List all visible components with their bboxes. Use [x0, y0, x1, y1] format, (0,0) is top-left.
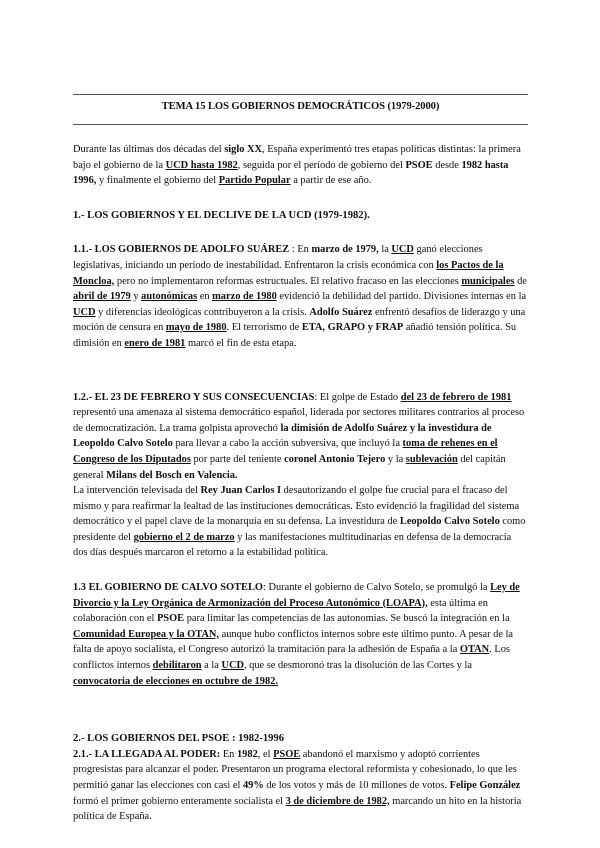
- text-run: marcando un hito en la historia política de España.: [73, 795, 522, 823]
- text-run: de los votos y más de 10 millones de votos.: [263, 780, 450, 791]
- text-run: , el: [257, 748, 274, 760]
- text-run: representó una amenaza al sistema democrático español, liderada por sectores militares contrarios al proceso de democratización. La trama golpista aprovechó: [73, 407, 525, 434]
- intro-paragraph: [73, 142, 528, 189]
- underlined-run: PSOE: [273, 748, 301, 760]
- bold-run: 1982: [236, 748, 258, 760]
- underlined-run: enero de 1981: [124, 337, 186, 349]
- text-run: marcó el fin de esta etapa.: [185, 337, 297, 349]
- underlined-run: gobierno el 2 de marzo: [133, 531, 235, 543]
- bold-run: Felipe González: [449, 780, 521, 791]
- underlined-run: convocatoria de elecciones en octubre de 1982.: [73, 675, 278, 687]
- text-run: . Los conflictos internos: [73, 644, 510, 672]
- text-run: La intervención televisada del: [73, 485, 201, 497]
- text-run: , que se desmoronó tras la disolución de las Cortes y la: [243, 660, 472, 672]
- text-run: enfrentó desafíos de liderazgo y una moción de censura en: [73, 306, 526, 334]
- text-run: como presidente del: [73, 516, 526, 543]
- text-run: a partir de ese año.: [290, 175, 372, 187]
- bold-run: Rey Juan Carlos I: [200, 485, 282, 497]
- bold-run: PSOE: [156, 613, 185, 625]
- underlined-run: UCD hasta 1982: [165, 159, 238, 171]
- bold-run: 1982 hasta 1996,: [73, 159, 509, 187]
- text-run: y la: [385, 453, 406, 465]
- text-run: en: [197, 291, 213, 303]
- underlined-run: sublevación: [405, 453, 458, 465]
- text-run: ganó elecciones legislativas, iniciando un período de inestabilidad. Enfrentaron la crisis económica con: [73, 244, 483, 271]
- text-run: , España experimentó tres etapas políticas distintas: la primera bajo el gobierno de la: [73, 144, 521, 171]
- text-run: a la: [201, 660, 222, 672]
- underlined-run: los Pactos de la Moncloa,: [73, 259, 504, 287]
- text-run: de: [514, 275, 527, 287]
- text-run: y finalmente el gobierno del: [96, 175, 219, 187]
- underlined-run: mayo de 1980: [165, 322, 227, 334]
- text-run: y las manifestaciones multitudinarias en defensa de la democracia dos días después marcaron el retorno a la estabilidad política.: [73, 531, 512, 559]
- text-run: pero no implementaron reformas estructuales. El relativo fracaso en las elecciones: [114, 275, 462, 287]
- text-run: abandonó el marxismo y adoptó corrientes progresistas para alcanzar el poder. Presentaron un programa electoral reformista y cohesionado, lo que les permitió ganar las elecciones con casi el: [73, 748, 517, 791]
- bold-run: PSOE: [405, 159, 433, 171]
- section-2-heading: 2.- LOS GOBIERNOS DEL PSOE : 1982-1996: [73, 733, 285, 745]
- section-1-3-paragraph: [73, 580, 528, 689]
- underlined-run: UCD: [73, 306, 96, 318]
- text-run: añadió tensión política. Su dimisión en: [73, 322, 517, 349]
- text-run: esta última en colaboración con el: [73, 597, 488, 625]
- section-2-1-paragraph: [73, 747, 528, 825]
- underlined-run: toma de rehenes en el Congreso de los Diputados: [73, 438, 498, 465]
- underlined-run: OTAN: [459, 644, 490, 656]
- underlined-run: UCD: [391, 244, 414, 256]
- bold-run: la dimisión de Adolfo Suárez y la investidura de Leopoldo Calvo Sotelo: [73, 422, 492, 450]
- text-run: formó el primer gobierno enteramente socialista el: [73, 795, 286, 807]
- bold-run: siglo XX: [224, 144, 263, 155]
- text-run: evidenció la debilidad del partido. Divisiones internas en la: [276, 291, 527, 303]
- underlined-run: abril de 1979: [73, 291, 131, 303]
- text-run: Durante las últimas dos décadas del: [73, 144, 225, 155]
- text-run: desautorizando el golpe fue crucial para el fracaso del mismo y para reafirmar la lealtad de las instituciones democráticas. Esto evidenció la fragilidad del sistema democrático y el papel clave de la monarquía en su defensa. La investidura de: [73, 485, 520, 528]
- underlined-run: municipales: [461, 275, 515, 287]
- underlined-run: UCD: [221, 660, 244, 672]
- bold-run: coronel Antonio Tejero: [284, 453, 386, 465]
- subsection-heading: 1.2.- EL 23 DE FEBRERO Y SUS CONSECUENCIAS: [73, 391, 315, 403]
- section-1-1-paragraph: [73, 242, 528, 351]
- text-run: desde: [432, 159, 462, 171]
- underlined-run: Comunidad Europea y la OTAN,: [73, 628, 219, 640]
- document-title: TEMA 15 LOS GOBIERNOS DEMOCRÁTICOS (1979-2000): [161, 101, 440, 112]
- underlined-run: debilitaron: [152, 660, 202, 672]
- section-1-2-paragraph: [73, 390, 528, 562]
- title-rule-bottom: [73, 124, 528, 125]
- text-run: aunque hubo conflictos internos sobre este último punto. A pesar de la falta de apoyo socialista, el Congreso autorizó la tramitación para la adhesión de España a la: [73, 628, 514, 656]
- section-1-heading: 1.- LOS GOBIERNOS Y EL DECLIVE DE LA UCD (1979-1982).: [73, 209, 370, 221]
- bold-run: 49%: [242, 780, 264, 791]
- text-run: para llevar a cabo la acción subversiva, que incluyó la: [172, 438, 403, 450]
- underlined-run: marzo de 1980: [212, 291, 277, 303]
- text-run: y diferencias ideológicas contribuyeron a la crisis.: [95, 306, 310, 318]
- text-run: del capitán general: [73, 453, 506, 481]
- text-run: , seguida por el período de gobierno del: [237, 159, 406, 171]
- underlined-run: Partido Popular: [218, 175, 291, 187]
- text-run: : El golpe de Estado: [314, 391, 401, 403]
- bold-run: Milans del Bosch en Valencia.: [106, 469, 238, 481]
- text-run: . El terrorismo de: [226, 322, 302, 334]
- subsection-heading: 1.3 EL GOBIERNO DE CALVO SOTELO: [73, 582, 263, 594]
- title-rule-top: [73, 94, 528, 95]
- text-run: para limitar las competencias de las autonomías. Se buscó la integración en la: [184, 613, 510, 625]
- text-run: : En: [289, 244, 312, 256]
- subsection-heading: 1.1.- LOS GOBIERNOS DE ADOLFO SUÁREZ: [73, 244, 290, 256]
- underlined-run: 3 de diciembre de 1982,: [285, 795, 390, 807]
- bold-run: ETA, GRAPO y FRAP: [301, 322, 404, 334]
- text-run: por parte del teniente: [190, 453, 285, 465]
- underlined-run: autonómicas: [141, 291, 198, 303]
- underlined-run: Ley de Divorcio y la Ley Orgánica de Armonización del Proceso Autonómico (LOAPA),: [73, 582, 520, 609]
- bold-run: Leopoldo Calvo Sotelo: [399, 516, 500, 528]
- underlined-run: del 23 de febrero de 1981: [400, 391, 512, 403]
- text-run: : Durante el gobierno de Calvo Sotelo, se promulgó la: [262, 582, 491, 594]
- document-body: [73, 142, 528, 825]
- subsection-heading: 2.1.- LA LLEGADA AL PODER:: [73, 748, 221, 760]
- text-run: En: [220, 748, 237, 760]
- text-run: la: [378, 244, 392, 256]
- text-run: y: [130, 291, 142, 303]
- bold-run: Adolfo Suárez: [309, 306, 373, 318]
- bold-run: marzo de 1979,: [311, 244, 379, 256]
